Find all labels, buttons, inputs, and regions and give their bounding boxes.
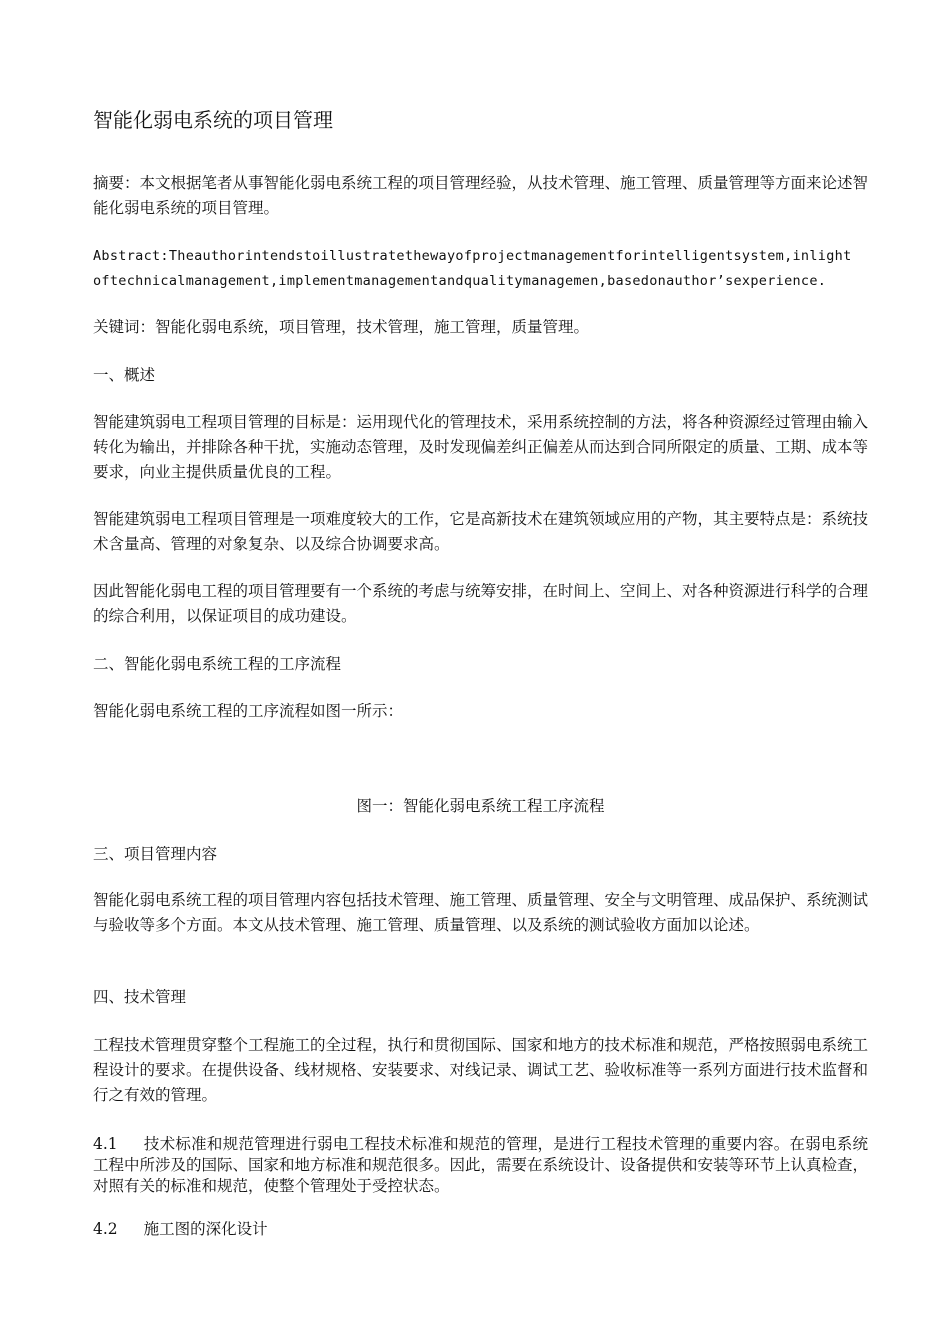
document-title: 智能化弱电系统的项目管理 <box>93 108 333 132</box>
section-1-paragraph-2: 智能建筑弱电工程项目管理是一项难度较大的工作，它是高新技术在建筑领域应用的产物，其主要特点是：系统技术含量高、管理的对象复杂、以及综合协调要求高。 <box>93 510 869 553</box>
section-1-heading: 一、概述 <box>93 366 156 384</box>
section-3-paragraph-1: 智能化弱电系统工程的项目管理内容包括技术管理、施工管理、质量管理、安全与文明管理、成品保护、系统测试与验收等多个方面。本文从技术管理、施工管理、质量管理、以及系统的测试验收方面加以论述。 <box>93 891 869 934</box>
section-4-heading: 四、技术管理 <box>93 988 187 1006</box>
section-4-1-text: 技术标准和规范管理进行弱电工程技术标准和规范的管理，是进行工程技术管理的重要内容。在弱电系统工程中所涉及的国际、国家和地方标准和规范很多。因此，需要在系统设计、设备提供和安装等环节上认真检查，对照有关的标准和规范，使整个管理处于受控状态。 <box>93 1135 869 1195</box>
abstract-chinese: 摘要：本文根据笔者从事智能化弱电系统工程的项目管理经验，从技术管理、施工管理、质量管理等方面来论述智能化弱电系统的项目管理。 <box>93 174 869 217</box>
abstract-english-line-2: oftechnicalmanagement,implementmanagementandqualitymanagemen,basedonauthor’sexperience. <box>93 273 827 289</box>
abstract-english <box>93 244 868 294</box>
section-4-2-heading <box>93 1217 868 1242</box>
keywords: 关键词：智能化弱电系统，项目管理，技术管理，施工管理，质量管理。 <box>93 318 590 336</box>
section-4-2-text: 施工图的深化设计 <box>143 1220 268 1238</box>
section-4-1-number: 4.1 <box>93 1135 118 1153</box>
section-2-heading: 二、智能化弱电系统工程的工序流程 <box>93 655 342 673</box>
abstract-english-line-1: Abstract:Theauthorintendstoillustratethewayofprojectmanagementforintelligentsystem,inlight <box>93 248 852 264</box>
figure-placeholder <box>93 735 868 785</box>
section-4-paragraph-1: 工程技术管理贯穿整个工程施工的全过程，执行和贯彻国际、国家和地方的技术标准和规范，严格按照弱电系统工程设计的要求。在提供设备、线材规格、安装要求、对线记录、调试工艺、验收标准等一系列方面进行技术监督和行之有效的管理。 <box>93 1036 869 1104</box>
figure-caption: 图一：智能化弱电系统工程工序流程 <box>356 797 605 815</box>
section-2-paragraph-1: 智能化弱电系统工程的工序流程如图一所示： <box>93 702 404 720</box>
section-3-heading: 三、项目管理内容 <box>93 845 218 863</box>
section-1-paragraph-3: 因此智能化弱电工程的项目管理要有一个系统的考虑与统筹安排，在时间上、空间上、对各种资源进行科学的合理的综合利用，以保证项目的成功建设。 <box>93 582 869 625</box>
section-4-2-number: 4.2 <box>93 1220 118 1238</box>
section-1-paragraph-1: 智能建筑弱电工程项目管理的目标是：运用现代化的管理技术，采用系统控制的方法，将各种资源经过管理由输入转化为输出，并排除各种干扰，实施动态管理，及时发现偏差纠正偏差从而达到合同所限定的质量、工期、成本等要求，向业主提供质量优良的工程。 <box>93 413 869 481</box>
section-4-1-paragraph <box>93 1134 868 1197</box>
